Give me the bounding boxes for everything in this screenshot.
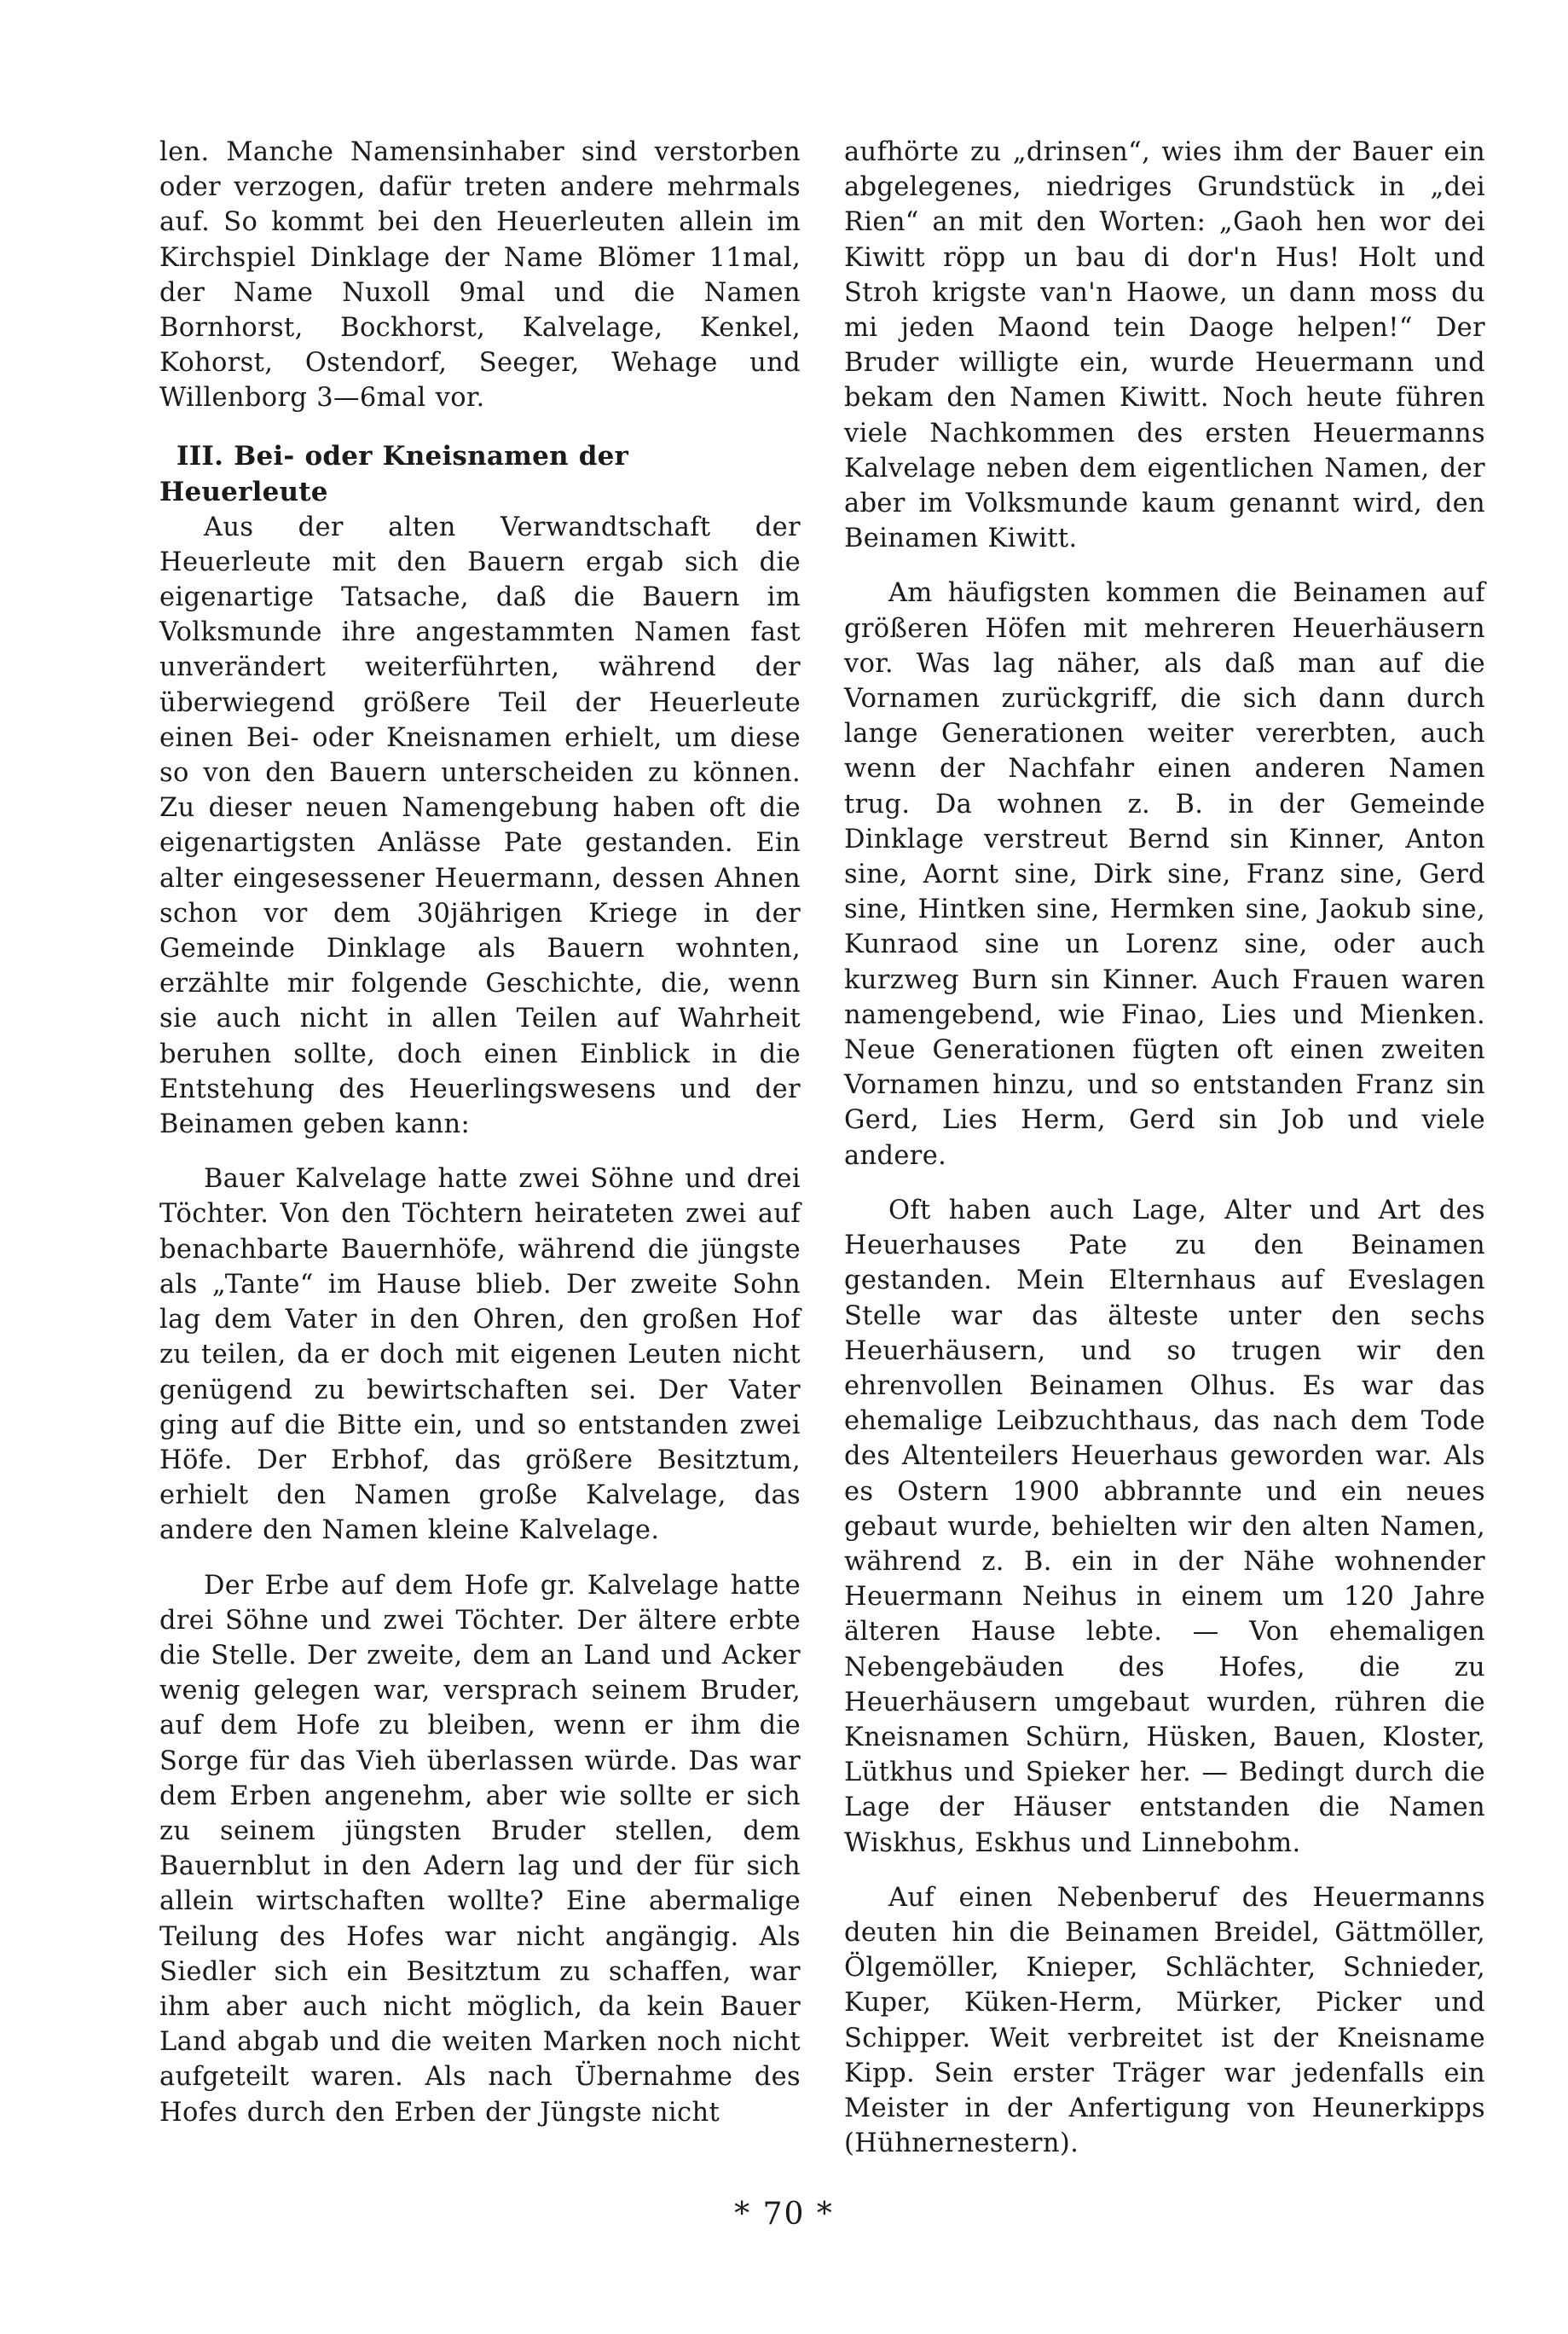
paragraph-erbe-gr-kalvelage: Der Erbe auf dem Hofe gr. Kalvelage hatte drei Söhne und zwei Töchter. Der ältere erbte die Stelle. Der zweite, dem an Land und Acker wenig gelegen war, versprach seinem Bruder, auf dem Hofe zu bleiben, wenn er ihm die Sorge für das Vieh überlassen würde. Das war dem Erben angenehm, aber wie sollte er sich zu seinem jüngsten Bruder stellen, dem Bauernblut in den Adern lag und der für sich allein wirtschaften wollte? Eine abermalige Teilung des Hofes war nicht angängig. Als Siedler sich ein Besitztum zu schaffen, war ihm aber auch nicht möglich, da kein Bauer Land abgab und die weiten Marken noch nicht aufgeteilt waren. Als nach Übernahme des Hofes durch den Erben der Jüngste nicht <box>159 1570 801 2128</box>
paragraph-bauer-kalvelage: Bauer Kalvelage hatte zwei Söhne und drei Töchter. Von den Töchtern heirateten zwei auf benachbarte Bauernhöfe, während die jüngste als „Tante“ im Hause blieb. Der zweite Sohn lag dem Vater in den Ohren, den großen Hof zu teilen, da er doch mit eigenen Leuten nicht genügend zu bewirtschaften sei. Der Vater ging auf die Bitte ein, und so entstanden zwei Höfe. Der Erbhof, das größere Besitztum, erhielt den Namen große Kalvelage, das andere den Namen kleine Kalvelage. <box>159 1164 801 1546</box>
paragraph-lage-alter-art: Oft haben auch Lage, Alter und Art des Heuerhauses Pate zu den Beinamen gestanden. Mein Elternhaus auf Eveslagen Stelle war das älteste unter den sechs Heuerhäusern, und so trugen wir den ehrenvollen Beinamen Olhus. Es war das ehemalige Leibzuchthaus, das nach dem Tode des Altenteilers Heuerhaus geworden war. Als es Ostern 1900 abbrannte und ein neues gebaut wurde, behielten wir den alten Namen, während z. B. ein in der Nähe wohnender Heuermann Neihus in einem um 120 Jahre älteren Hause lebte. — Von ehemaligen Nebengebäuden des Hofes, die zu Heuerhäusern umgebaut wurden, rühren die Kneisnamen Schürn, Hüsken, Bauen, Kloster, Lütkhus und Spieker her. — Bedingt durch die Lage der Häuser entstanden die Namen Wiskhus, Eskhus und Linnebohm. <box>844 1195 1485 1858</box>
paragraph-kneisnamen-origin: Aus der alten Verwandtschaft der Heuerleute mit den Bauern ergab sich die eigenartige Tatsache, daß die Bauern im Volksmunde ihre angestammten Namen fast unverändert weiterführten, während der überwiegend größere Teil der Heuerleute einen Bei- oder Kneisnamen erhielt, um diese so von den Bauern unterscheiden zu können. Zu dieser neuen Namengebung haben oft die eigenartigsten Anlässe Pate gestanden. Ein alter eingesessener Heuermann, dessen Ahnen schon vor dem 30jährigen Kriege in der Gemeinde Dinklage als Bauern wohnten, erzählte mir folgende Geschichte, die, wenn sie auch nicht in allen Teilen auf Wahrheit beruhen sollte, doch einen Einblick in die Entstehung des Heuerlingswesens und der Beinamen geben kann: <box>159 512 801 1140</box>
page-number: * 70 * <box>734 2197 834 2232</box>
intro-paragraph: len. Manche Namensinhaber sind verstorben oder verzogen, dafür treten andere mehrmals auf. So kommt bei den Heuerleuten allein im Kirchspiel Dinklage der Name Blömer 11mal, der Name Nuxoll 9mal und die Namen Bornhorst, Bockhorst, Kalvelage, Kenkel, Kohorst, Ostendorf, Seeger, Wehage und Willenborg 3—6mal vor. <box>159 137 801 414</box>
paragraph-vornamen: Am häufigsten kommen die Beinamen auf größeren Höfen mit mehreren Heuerhäusern vor. Was lag näher, als daß man auf die Vornamen zurückgriff, die sich dann durch lange Generationen weiter vererbten, auch wenn der Nachfahr einen anderen Namen trug. Da wohnen z. B. in der Gemeinde Dinklage verstreut Bernd sin Kinner, Anton sine, Aornt sine, Dirk sine, Franz sine, Gerd sine, Hintken sine, Hermken sine, Jaokub sine, Kunraod sine un Lorenz sine, oder auch kurzweg Burn sin Kinner. Auch Frauen waren namengebend, wie Finao, Lies und Mienken. Neue Generationen fügten oft einen zweiten Vornamen hinzu, und so entstanden Franz sin Gerd, Lies Herm, Gerd sin Job und viele andere. <box>844 578 1485 1171</box>
section-heading: III. Bei- oder Kneisnamen der Heuerleute <box>159 440 629 507</box>
paragraph-kiwitt: aufhörte zu „drinsen“, wies ihm der Bauer ein abgelegenes, niedriges Grundstück in „dei Rien“ an mit den Worten: „Gaoh hen wor dei Kiwitt röpp un bau di dor'n Hus! Holt und Stroh krigste van'n Haowe, un dann moss du mi jeden Maond tein Daoge helpen!“ Der Bruder willigte ein, wurde Heuermann und bekam den Namen Kiwitt. Noch heute führen viele Nachkommen des ersten Heuermanns Kalvelage neben dem eigentlichen Namen, der aber im Volksmunde kaum genannt wird, den Beinamen Kiwitt. <box>844 137 1485 554</box>
left-column <box>159 135 801 2130</box>
right-column <box>844 135 1485 2161</box>
paragraph-nebenberuf: Auf einen Nebenberuf des Heuermanns deuten hin die Beinamen Breidel, Gättmöller, Ölgemöller, Knieper, Schlächter, Schnieder, Kuper, Küken-Herm, Mürker, Picker und Schipper. Weit verbreitet ist der Kneisname Kipp. Sein erster Träger war jedenfalls ein Meister in der Anfertigung von Heunerkipps (Hühnernestern). <box>844 1882 1485 2159</box>
